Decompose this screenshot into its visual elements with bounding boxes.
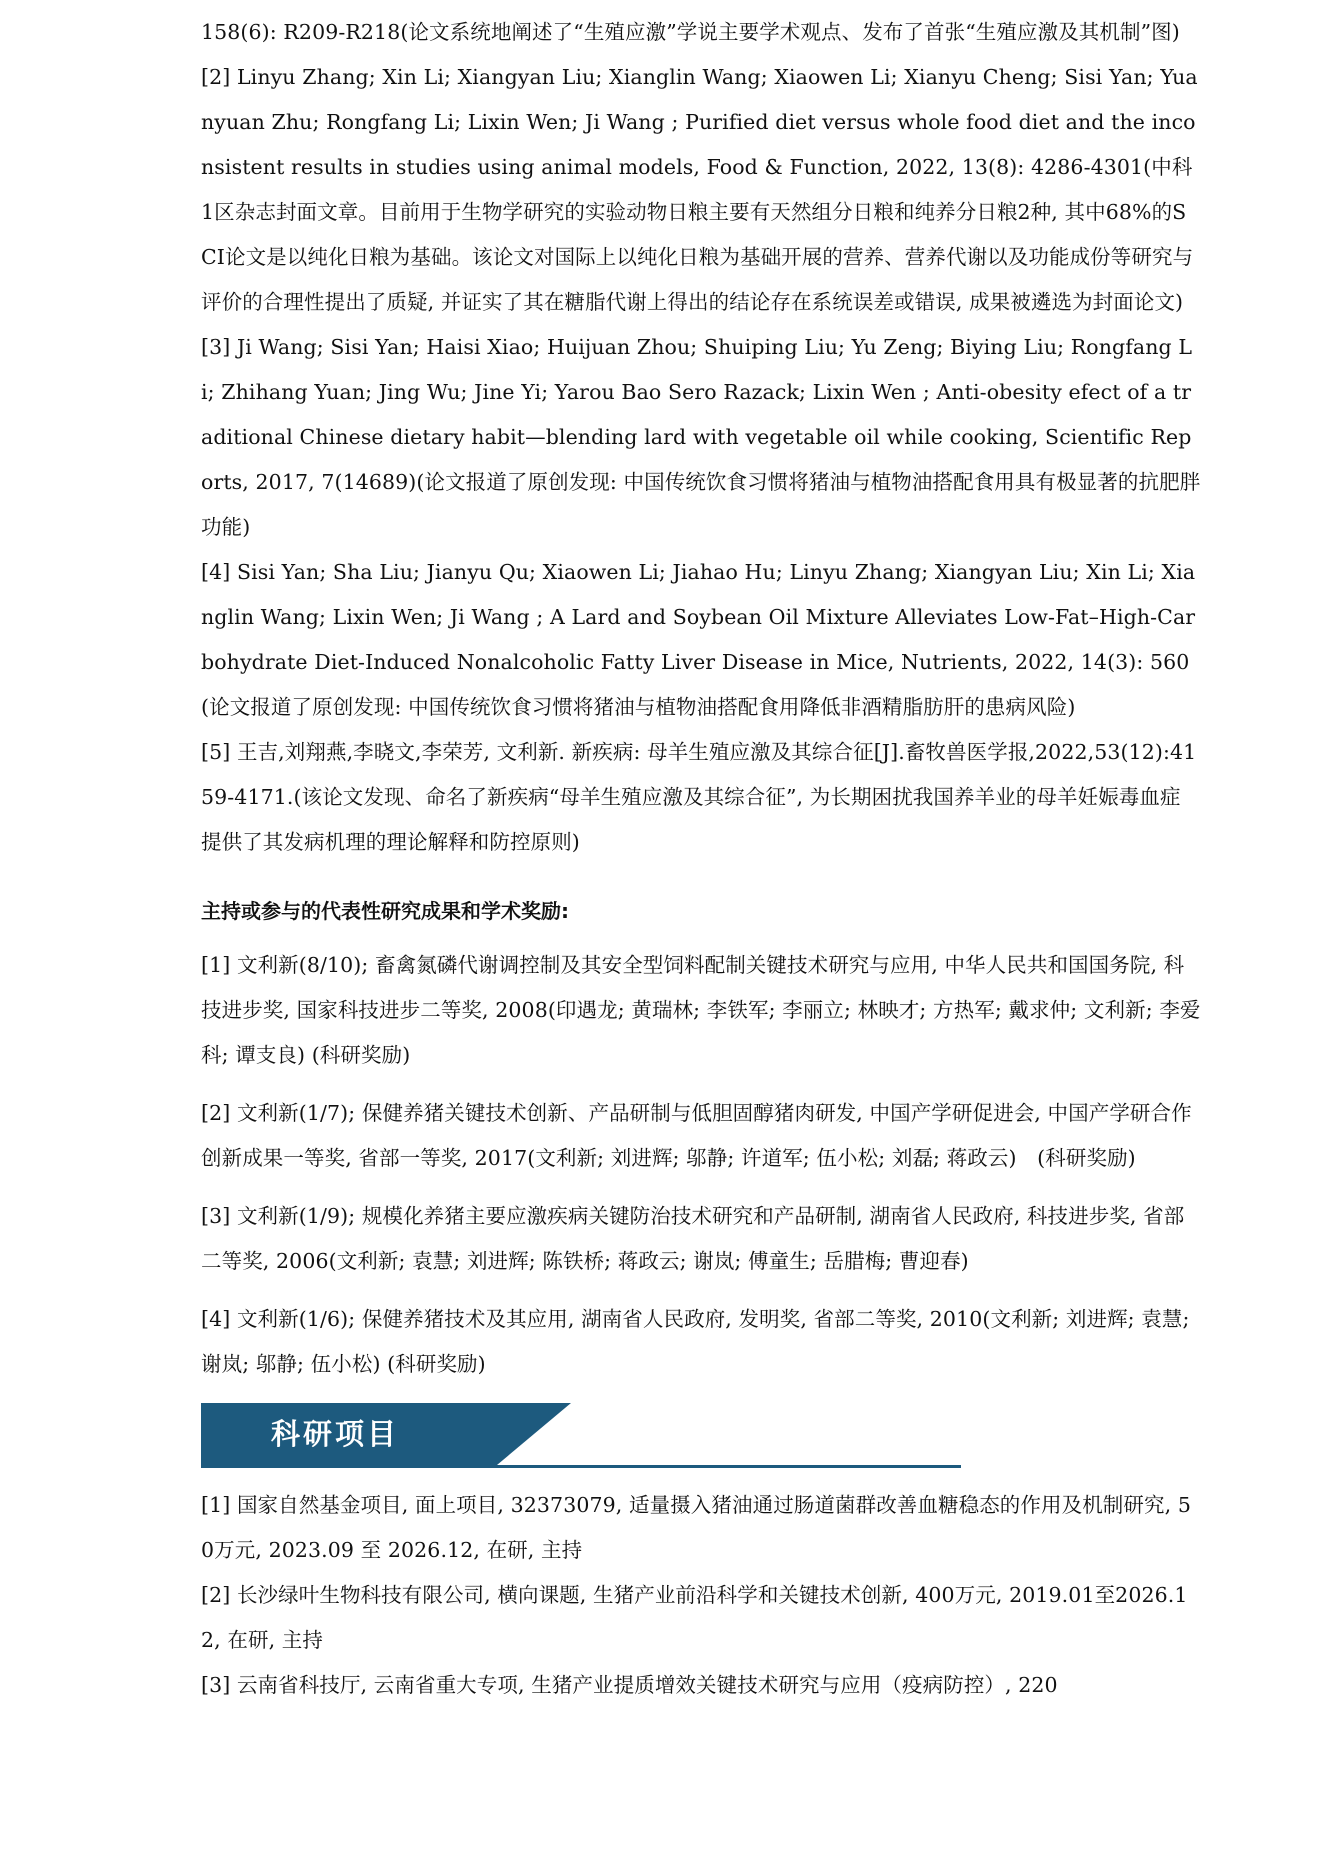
- paper-citation-4: [4] Sisi Yan; Sha Liu; Jianyu Qu; Xiaowen Li; Jiahao Hu; Linyu Zhang; Xiangyan Liu; Xin Li; Xianglin Wang; Lixin Wen; Ji Wang ; A Lard and Soybean Oil Mixture Alleviates Low-Fat–High-Carbohydrate Diet-Induced Nonalcoholic Fatty Liver Disease in Mice, Nutrients, 2022, 14(3): 560(论文报道了原创发现: 中国传统饮食习惯将猪油与植物油搭配食用降低非酒精脂肪肝的患病风险): [201, 560, 1196, 719]
- paper-citation-2: [2] Linyu Zhang; Xin Li; Xiangyan Liu; Xianglin Wang; Xiaowen Li; Xianyu Cheng; Sisi Yan; Yuanyuan Zhu; Rongfang Li; Lixin Wen; Ji Wang ; Purified diet versus whole food diet and the inconsistent results in studies using animal models, Food & Function, 2022, 13(8): 4286-4301(中科1区杂志封面文章。目前用于生物学研究的实验动物日粮主要有天然组分日粮和纯养分日粮2种, 其中68%的SCI论文是以纯化日粮为基础。该论文对国际上以纯化日粮为基础开展的营养、营养代谢以及功能成份等研究与评价的合理性提出了质疑, 并证实了其在糖脂代谢上得出的结论存在系统误差或错误, 成果被遴选为封面论文): [201, 65, 1198, 314]
- paper-citation-1-tail: 158(6): R209-R218(论文系统地阐述了“生殖应激”学说主要学术观点、发布了首张“生殖应激及其机制”图): [201, 20, 1180, 44]
- document-page: [201, 10, 1201, 1708]
- award-item-4: [4] 文利新(1/6); 保健养猪技术及其应用, 湖南省人民政府, 发明奖, 省部二等奖, 2010(文利新; 刘进辉; 袁慧; 谢岚; 邬静; 伍小松) (科研奖励): [201, 1307, 1190, 1376]
- paper-citation-5: [5] 王吉,刘翔燕,李晓文,李荣芳, 文利新. 新疾病: 母羊生殖应激及其综合征[J].畜牧兽医学报,2022,53(12):4159-4171.(该论文发现、命名了新疾病“母羊生殖应激及其综合征”, 为长期困扰我国养羊业的母羊妊娠毒血症提供了其发病机理的理论解释和防控原则): [201, 740, 1197, 854]
- banner-underline: [201, 1465, 961, 1468]
- award-item-3: [3] 文利新(1/9); 规模化养猪主要应激疾病关键防治技术研究和产品研制, 湖南省人民政府, 科技进步奖, 省部二等奖, 2006(文利新; 袁慧; 刘进辉; 陈铁桥; 蒋政云; 谢岚; 傅童生; 岳腊梅; 曹迎春): [201, 1204, 1185, 1273]
- project-item-2: [2] 长沙绿叶生物科技有限公司, 横向课题, 生猪产业前沿科学和关键技术创新, 400万元, 2019.01至2026.12, 在研, 主持: [201, 1583, 1188, 1652]
- project-item-1: [1] 国家自然基金项目, 面上项目, 32373079, 适量摄入猪油通过肠道菌群改善血糖稳态的作用及机制研究, 50万元, 2023.09 至 2026.12, 在研, 主持: [201, 1493, 1191, 1562]
- awards-heading: 主持或参与的代表性研究成果和学术奖励:: [201, 899, 569, 923]
- project-item-3: [3] 云南省科技厅, 云南省重大专项, 生猪产业提质增效关键技术研究与应用（疫病防控）, 220: [201, 1673, 1058, 1697]
- projects-banner-title: 科研项目: [271, 1417, 400, 1451]
- paper-citation-3: [3] Ji Wang; Sisi Yan; Haisi Xiao; Huijuan Zhou; Shuiping Liu; Yu Zeng; Biying Liu; Rongfang Li; Zhihang Yuan; Jing Wu; Jine Yi; Yarou Bao Sero Razack; Lixin Wen ; Anti-obesity efect of a traditional Chinese dietary habit—blending lard with vegetable oil while cooking, Scientific Reports, 2017, 7(14689)(论文报道了原创发现: 中国传统饮食习惯将猪油与植物油搭配食用具有极显著的抗肥胖功能): [201, 335, 1201, 539]
- projects-section-banner: [201, 1403, 1001, 1469]
- award-item-1: [1] 文利新(8/10); 畜禽氮磷代谢调控制及其安全型饲料配制关键技术研究与应用, 中华人民共和国国务院, 科技进步奖, 国家科技进步二等奖, 2008(印遇龙; 黄瑞林; 李铁军; 李丽立; 林映才; 方热军; 戴求仲; 文利新; 李爱科; 谭支良) (科研奖励): [201, 953, 1201, 1067]
- award-item-2: [2] 文利新(1/7); 保健养猪关键技术创新、产品研制与低胆固醇猪肉研发, 中国产学研促进会, 中国产学研合作创新成果一等奖, 省部一等奖, 2017(文利新; 刘进辉; 邬静; 许道军; 伍小松; 刘磊; 蒋政云) (科研奖励): [201, 1101, 1192, 1170]
